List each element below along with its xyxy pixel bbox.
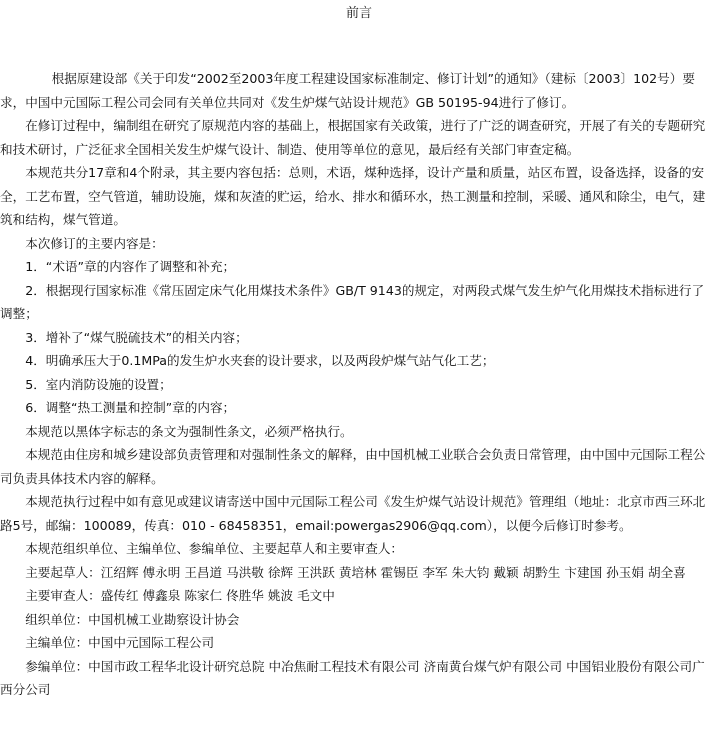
list-item-change-1: 1．“术语”章的内容作了调整和补充；: [25, 259, 236, 274]
list-item-change-2: 2．根据现行国家标准《常压固定床气化用煤技术条件》GB/T 9143的规定，对两段式煤气发生炉气化用煤技术指标进行了调整；: [0, 282, 705, 321]
paragraph-participants-intro: 本规范组织单位、主编单位、参编单位、主要起草人和主要审查人：: [25, 541, 403, 556]
paragraph-organizer: 组织单位：中国机械工业勘察设计协会: [25, 611, 240, 627]
paragraph-basis: 根据原建设部《关于印发“2002至2003年度工程建设国家标准制定、修订计划”的通知》（建标〔2003〕102号）要求，中国中元国际工程公司会同有关单位共同对《发生炉煤气站设计规范》GB 50195-94进行了修订。: [0, 71, 695, 110]
paragraph-management: 本规范由住房和城乡建设部负责管理和对强制性条文的解释，由中国机械工业联合会负责日常管理，由中国中元国际工程公司负责具体技术内容的解释。: [0, 447, 706, 486]
paragraph-main-reviewers: 主要审查人：盛传红 傅鑫泉 陈家仁 佟胜华 姚波 毛文中: [25, 588, 335, 603]
paragraph-chief-editor-unit: 主编单位：中国中元国际工程公司: [25, 635, 215, 650]
paragraph-main-drafters: 主要起草人：江绍辉 傅永明 王昌道 马洪敬 徐辉 王洪跃 黄培林 霍锡臣 李军 朱大钧 戴颖 胡黔生 卞建国 孙玉娟 胡全喜: [25, 564, 686, 580]
list-item-change-5: 5．室内消防设施的设置；: [25, 376, 172, 392]
list-item-change-3: 3．增补了“煤气脱硫技术”的相关内容；: [25, 329, 248, 345]
list-item-change-6: 6．调整“热工测量和控制”章的内容；: [25, 400, 236, 415]
paragraph-main-changes-intro: 本次修订的主要内容是：: [25, 235, 164, 251]
paragraph-feedback-contact: 本规范执行过程中如有意见或建议请寄送中国中元国际工程公司《发生炉煤气站设计规范》管理组（地址：北京市西三环北路5号，邮编：100089，传真：010 - 68458351，email:powergas2906@qq.com），以便今后修订时参考。: [0, 494, 706, 533]
paragraph-contents: 本规范共分17章和4个附录，其主要内容包括：总则，术语，煤种选择，设计产量和质量，站区布置，设备选择，设备的安全，工艺布置，空气管道，辅助设施，煤和灰渣的贮运，给水、排水和循环水，热工测量和控制，采暖、通风和除尘，电气，建筑和结构，煤气管道。: [0, 165, 706, 227]
paragraph-mandatory-clauses: 本规范以黑体字标志的条文为强制性条文，必须严格执行。: [25, 423, 353, 439]
list-item-change-4: 4．明确承压大于0.1MPa的发生炉水夹套的设计要求，以及两段炉煤气站气化工艺；: [25, 353, 495, 368]
paragraph-participating-units: 参编单位：中国市政工程华北设计研究总院 中冶焦耐工程技术有限公司 济南黄台煤气炉有限公司 中国铝业股份有限公司广西分公司: [0, 658, 705, 697]
document-body: [0, 67, 716, 702]
paragraph-revision-process: 在修订过程中，编制组在研究了原规范内容的基础上，根据国家有关政策，进行了广泛的调查研究，开展了有关的专题研究和技术研讨，广泛征求全国相关发生炉煤气设计、制造、使用等单位的意见，最后经有关部门审查定稿。: [0, 118, 706, 157]
document-title: 前言: [345, 6, 372, 21]
